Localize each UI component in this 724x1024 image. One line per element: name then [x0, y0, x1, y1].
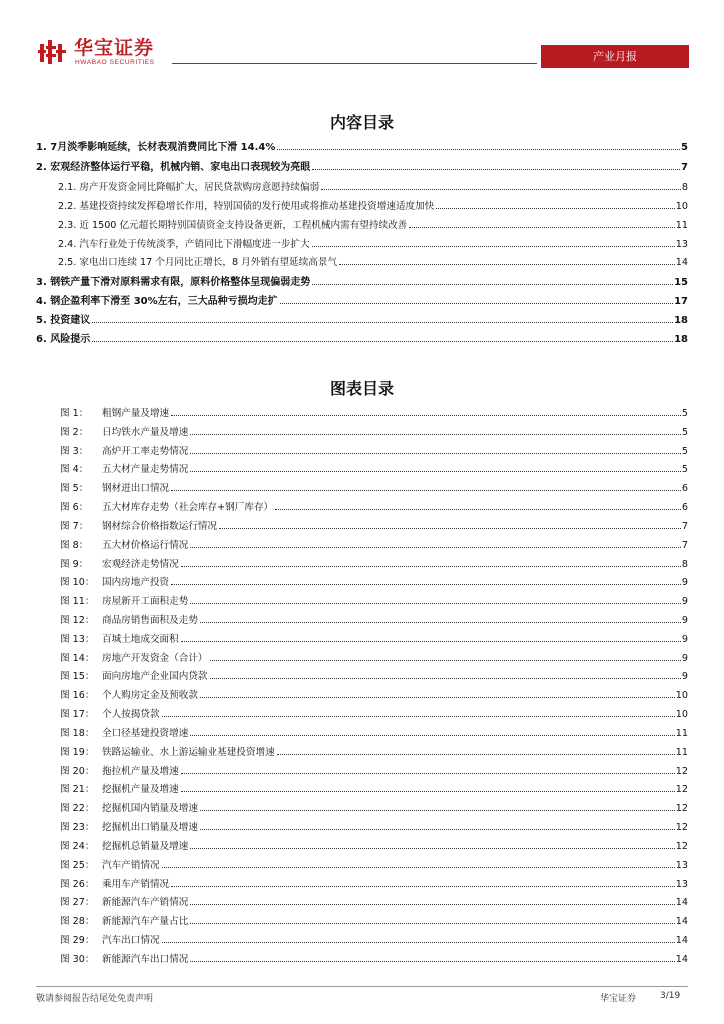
figure-entry-label: 汽车产销情况: [102, 860, 160, 871]
figure-entry-label: 钢材进出口情况: [102, 483, 170, 494]
figure-entry[interactable]: [60, 765, 688, 779]
figure-entry[interactable]: [60, 802, 688, 816]
figure-entry-number: 图 19：: [60, 747, 95, 758]
toc-entry[interactable]: [36, 314, 688, 328]
footer-disclaimer: 敬请参阅报告结尾处免责声明: [36, 994, 154, 1004]
figure-entry-number: 图 2：: [60, 427, 89, 438]
figure-entry-page: 6: [681, 483, 688, 494]
figure-entry[interactable]: [60, 595, 688, 609]
figure-entry-label: 铁路运输业、水上游运输业基建投资增速: [102, 747, 275, 758]
figure-entry-label: 五大材库存走势（社会库存+钢厂库存）: [102, 502, 274, 513]
figure-entry-label: 五大材产量走势情况: [102, 464, 189, 475]
figure-entry-label: 高炉开工率走势情况: [102, 446, 189, 457]
figure-entry-number: 图 13：: [60, 634, 95, 645]
figure-entry-page: 5: [681, 464, 688, 475]
figure-entry-number: 图 10：: [60, 577, 95, 588]
toc-entry-page: 17: [674, 296, 688, 307]
figure-entry-page: 6: [681, 502, 688, 513]
figure-leader-dots: [190, 735, 674, 736]
toc-entry-page: 14: [675, 257, 688, 268]
toc-entry-page: 7: [681, 162, 688, 173]
figure-entry-page: 7: [681, 540, 688, 551]
figure-leader-dots: [162, 942, 675, 943]
figure-leader-dots: [210, 660, 681, 661]
toc-entry[interactable]: [36, 161, 688, 175]
figure-entry[interactable]: [60, 463, 688, 477]
toc-entry[interactable]: [58, 181, 688, 195]
toc-leader-dots: [92, 322, 673, 323]
figure-entry-page: 13: [675, 860, 688, 871]
figure-entry-label: 汽车出口情况: [102, 935, 160, 946]
toc-leader-dots: [277, 149, 680, 150]
figure-entry-number: 图 20：: [60, 766, 95, 777]
figure-leader-dots: [171, 490, 681, 491]
figure-entry[interactable]: [60, 953, 688, 967]
figure-entry-number: 图 24：: [60, 841, 95, 852]
figure-entry-number: 图 28：: [60, 916, 95, 927]
toc-entry[interactable]: [36, 333, 688, 347]
toc-entry-label: 2. 宏观经济整体运行平稳，机械内销、家电出口表现较为亮眼: [36, 162, 311, 173]
figure-leader-dots: [181, 566, 681, 567]
figure-entry-label: 挖掘机总销量及增速: [102, 841, 189, 852]
figure-entry-label: 钢材综合价格指数运行情况: [102, 521, 218, 532]
figure-entry[interactable]: [60, 878, 688, 892]
figure-entry-page: 7: [681, 521, 688, 532]
figure-entry-label: 宏观经济走势情况: [102, 559, 179, 570]
figure-entry-page: 9: [681, 653, 688, 664]
figure-entry-page: 14: [675, 916, 688, 927]
figure-entry-number: 图 17：: [60, 709, 95, 720]
figure-entry-number: 图 25：: [60, 860, 95, 871]
toc-entry-label: 2.3. 近 1500 亿元超长期特别国债资金支持设备更新，工程机械内需有望持续改善: [58, 220, 408, 231]
figure-entry-page: 14: [675, 897, 688, 908]
figure-leader-dots: [171, 886, 675, 887]
figure-entry[interactable]: [60, 689, 688, 703]
logo-english-name: HWABAO SECURITIES: [75, 59, 155, 66]
figure-entry[interactable]: [60, 821, 688, 835]
figure-leader-dots: [181, 791, 675, 792]
figure-leader-dots: [190, 848, 674, 849]
figure-entry-label: 房地产开发资金（合计）: [102, 653, 208, 664]
figure-entry-number: 图 3：: [60, 446, 89, 457]
figure-entry[interactable]: [60, 840, 688, 854]
toc-entry-label: 6. 风险提示: [36, 334, 91, 345]
figure-entry[interactable]: [60, 407, 688, 421]
figure-leader-dots: [200, 810, 675, 811]
toc-entry-label: 1. 7月淡季影响延续，长材表观消费同比下滑 14.4%: [36, 142, 276, 153]
report-type-badge: 产业月报: [541, 45, 689, 68]
toc-entry-page: 10: [675, 201, 688, 212]
figure-leader-dots: [200, 829, 675, 830]
figure-leader-dots: [210, 678, 681, 679]
figure-entry-page: 11: [675, 728, 688, 739]
figure-entry-label: 挖掘机产量及增速: [102, 784, 179, 795]
toc-leader-dots: [436, 208, 674, 209]
figure-entry-number: 图 5：: [60, 483, 89, 494]
figure-entry-number: 图 7：: [60, 521, 89, 532]
figure-entry-page: 9: [681, 596, 688, 607]
figure-entry-page: 12: [675, 784, 688, 795]
toc-entry[interactable]: [58, 200, 688, 214]
toc-leader-dots: [280, 303, 673, 304]
figure-leader-dots: [190, 453, 681, 454]
figure-entry-page: 5: [681, 427, 688, 438]
figure-entry-page: 9: [681, 634, 688, 645]
figure-entry-page: 10: [675, 709, 688, 720]
toc-leader-dots: [312, 246, 675, 247]
toc-leader-dots: [92, 341, 673, 342]
figure-entry-number: 图 15：: [60, 671, 95, 682]
toc-entry-label: 4. 钢企盈利率下滑至 30%左右，三大品种亏损均走扩: [36, 296, 278, 307]
figure-entry-number: 图 23：: [60, 822, 95, 833]
figure-entry-label: 日均铁水产量及增速: [102, 427, 189, 438]
figure-entry-label: 挖掘机国内销量及增速: [102, 803, 198, 814]
figure-entry-label: 新能源汽车产量占比: [102, 916, 189, 927]
toc-entry-page: 8: [681, 182, 688, 193]
toc-entry-label: 2.2. 基建投资持续发挥稳增长作用，特别国债的发行使用或将推动基建投资增速适度加快: [58, 201, 435, 212]
figure-entry-number: 图 30：: [60, 954, 95, 965]
figure-entry-number: 图 12：: [60, 615, 95, 626]
toc-entry[interactable]: [58, 238, 688, 252]
figure-entry-number: 图 6：: [60, 502, 89, 513]
figure-entry-page: 9: [681, 615, 688, 626]
toc-leader-dots: [312, 284, 673, 285]
figure-leader-dots: [162, 716, 675, 717]
figure-entry-number: 图 8：: [60, 540, 89, 551]
figure-entry-number: 图 11：: [60, 596, 95, 607]
figure-entry-label: 挖掘机出口销量及增速: [102, 822, 198, 833]
figure-entry-label: 面向房地产企业国内贷款: [102, 671, 208, 682]
figure-entry-page: 12: [675, 803, 688, 814]
figure-entry[interactable]: [60, 896, 688, 910]
footer-divider: [36, 986, 688, 987]
figure-entry-page: 14: [675, 954, 688, 965]
figure-leader-dots: [162, 867, 675, 868]
figure-entry-label: 国内房地产投资: [102, 577, 170, 588]
figure-entry-page: 8: [681, 559, 688, 570]
figure-entry-number: 图 9：: [60, 559, 89, 570]
figure-entry[interactable]: [60, 482, 688, 496]
figure-leader-dots: [277, 754, 675, 755]
figure-entry[interactable]: [60, 426, 688, 440]
toc-entry-label: 2.4. 汽车行业处于传统淡季，产销同比下滑幅度进一步扩大: [58, 239, 310, 250]
figure-entry-label: 房屋新开工面积走势: [102, 596, 189, 607]
figure-entry-label: 新能源汽车出口情况: [102, 954, 189, 965]
figure-leader-dots: [190, 434, 681, 435]
toc-leader-dots: [339, 264, 675, 265]
figure-leader-dots: [200, 697, 675, 698]
toc-entry-label: 2.5. 家电出口连续 17 个月同比正增长，8 月外销有望延续高景气: [58, 257, 338, 268]
figure-leader-dots: [190, 961, 674, 962]
toc-entry-label: 2.1. 房产开发资金同比降幅扩大，居民贷款购房意愿持续偏弱: [58, 182, 320, 193]
figure-leader-dots: [190, 923, 674, 924]
figure-leader-dots: [190, 471, 681, 472]
figure-entry-label: 乘用车产销情况: [102, 879, 170, 890]
figure-entry[interactable]: [60, 783, 688, 797]
figure-leader-dots: [219, 528, 681, 529]
figure-entry-page: 5: [681, 408, 688, 419]
toc-leader-dots: [321, 189, 681, 190]
figure-entry[interactable]: [60, 539, 688, 553]
figure-entry-number: 图 4：: [60, 464, 89, 475]
figure-entry-number: 图 14：: [60, 653, 95, 664]
figure-entry-page: 12: [675, 822, 688, 833]
toc-entry[interactable]: [58, 256, 688, 270]
figure-entry[interactable]: [60, 708, 688, 722]
figure-leader-dots: [190, 547, 681, 548]
logo-chinese-name: 华宝证券: [74, 37, 155, 59]
figure-entry-label: 拖拉机产量及增速: [102, 766, 179, 777]
toc-title: 内容目录: [329, 113, 394, 132]
figure-entry-number: 图 21：: [60, 784, 95, 795]
figure-entry-label: 新能源汽车产销情况: [102, 897, 189, 908]
figure-leader-dots: [181, 773, 675, 774]
figure-leader-dots: [200, 622, 681, 623]
figure-entry-label: 商品房销售面积及走势: [102, 615, 198, 626]
figure-entry-page: 10: [675, 690, 688, 701]
figure-entry[interactable]: [60, 746, 688, 760]
figure-entry-page: 9: [681, 577, 688, 588]
figure-entry-number: 图 16：: [60, 690, 95, 701]
toc-entry[interactable]: [58, 219, 688, 233]
figure-entry[interactable]: [60, 633, 688, 647]
figure-entry-number: 图 18：: [60, 728, 95, 739]
header-divider: [172, 63, 537, 64]
figure-entry[interactable]: [60, 934, 688, 948]
figure-leader-dots: [181, 641, 681, 642]
figure-entry-page: 12: [675, 766, 688, 777]
toc-leader-dots: [312, 169, 680, 170]
figure-entry-page: 14: [675, 935, 688, 946]
figure-entry[interactable]: [60, 501, 688, 515]
figure-entry-number: 图 22：: [60, 803, 95, 814]
figure-entry-label: 个人按揭贷款: [102, 709, 160, 720]
footer-company: 华宝证券: [600, 994, 637, 1004]
figure-entry-number: 图 1：: [60, 408, 89, 419]
toc-leader-dots: [409, 227, 675, 228]
toc-entry[interactable]: [36, 141, 688, 155]
figure-entry-page: 9: [681, 671, 688, 682]
figure-entry-page: 5: [681, 446, 688, 457]
figure-entry-number: 图 29：: [60, 935, 95, 946]
figure-entry-label: 粗钢产量及增速: [102, 408, 170, 419]
figure-entry-page: 11: [675, 747, 688, 758]
figure-leader-dots: [171, 415, 681, 416]
figure-leader-dots: [190, 603, 681, 604]
logo-mark-icon: [38, 38, 70, 66]
figure-entry[interactable]: [60, 445, 688, 459]
figure-entry-page: 12: [675, 841, 688, 852]
figure-entry-label: 百城土地成交面积: [102, 634, 179, 645]
figure-leader-dots: [171, 584, 681, 585]
figure-entry[interactable]: [60, 652, 688, 666]
toc-entry-page: 13: [675, 239, 688, 250]
figure-entry-label: 全口径基建投资增速: [102, 728, 189, 739]
figure-entry-label: 个人购房定金及预收款: [102, 690, 198, 701]
figure-entry[interactable]: [60, 520, 688, 534]
page-header: [0, 0, 724, 80]
figure-entry-number: 图 27：: [60, 897, 95, 908]
toc-entry[interactable]: [36, 276, 688, 290]
figure-entry-page: 13: [675, 879, 688, 890]
figure-leader-dots: [275, 509, 681, 510]
toc-entry-page: 11: [675, 220, 688, 231]
footer-page-number: 3/19: [660, 991, 681, 1001]
figure-entry[interactable]: [60, 727, 688, 741]
toc-entry-label: 3. 钢铁产量下滑对原料需求有限，原料价格整体呈现偏弱走势: [36, 277, 311, 288]
figure-entry[interactable]: [60, 614, 688, 628]
toc-entry-page: 15: [674, 277, 688, 288]
figure-entry[interactable]: [60, 915, 688, 929]
figure-leader-dots: [190, 904, 674, 905]
figure-entry[interactable]: [60, 859, 688, 873]
toc-entry[interactable]: [36, 295, 688, 309]
figures-title: 图表目录: [329, 379, 394, 398]
toc-entry-label: 5. 投资建议: [36, 315, 91, 326]
figure-entry-label: 五大材价格运行情况: [102, 540, 189, 551]
toc-entry-page: 18: [674, 334, 688, 345]
figure-entry[interactable]: [60, 576, 688, 590]
toc-entry-page: 5: [681, 142, 688, 153]
figure-entry-number: 图 26：: [60, 879, 95, 890]
toc-entry-page: 18: [674, 315, 688, 326]
figure-entry[interactable]: [60, 670, 688, 684]
figure-entry[interactable]: [60, 558, 688, 572]
